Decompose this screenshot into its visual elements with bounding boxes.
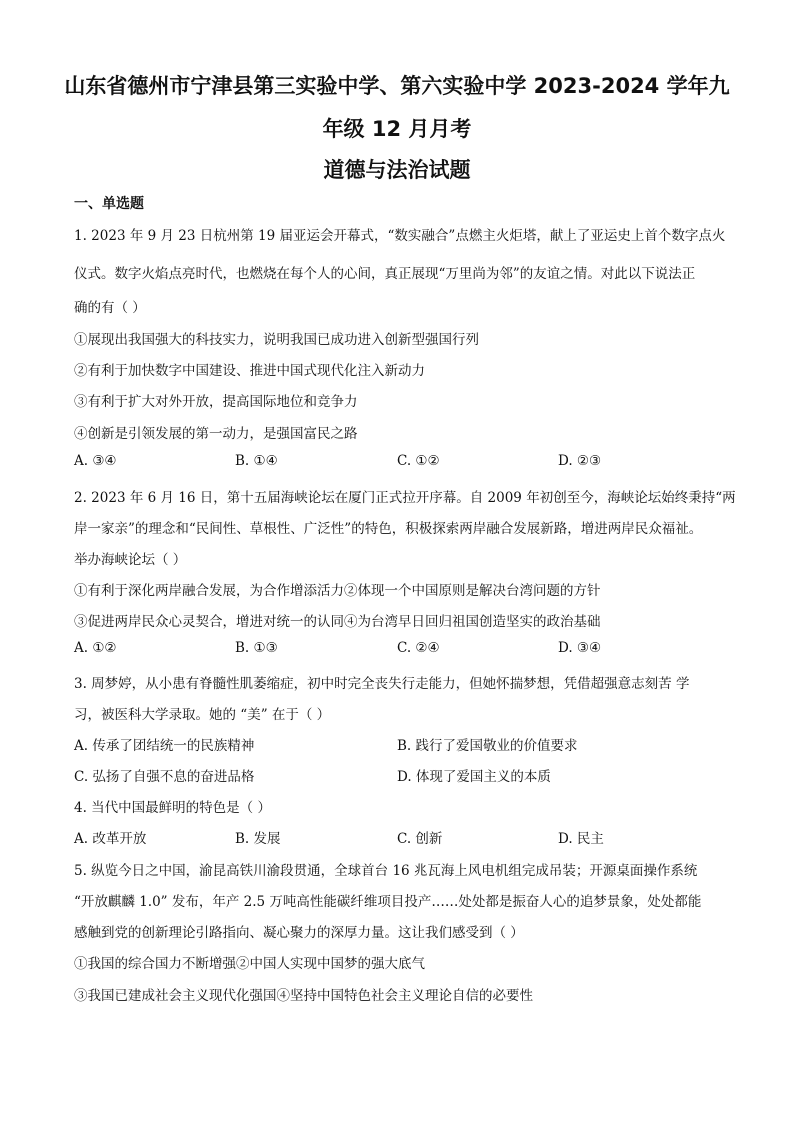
q1-option-d[interactable]: D. ②③	[558, 453, 602, 469]
q1-statement-1: ①展现出我国强大的科技实力，说明我国已成功进入创新型强国行列	[74, 332, 479, 348]
q3-line1: 3. 周梦婷，从小患有脊髓性肌萎缩症，初中时完全丧失行走能力，但她怀揣梦想，凭借超强意志刻苦 学	[74, 676, 690, 692]
q4-option-a[interactable]: A. 改革开放	[74, 831, 147, 847]
q5-line2: “开放麒麟 1.0” 发布，年产 2.5 万吨高性能碳纤维项目投产……处处都是振奋人心的追梦景象，处处都能	[74, 894, 702, 910]
q2-option-a[interactable]: A. ①②	[74, 640, 117, 656]
q2-option-b[interactable]: B. ①③	[235, 640, 278, 656]
q3-option-d[interactable]: D. 体现了爱国主义的本质	[397, 769, 551, 785]
exam-title-line1: 山东省德州市宁津县第三实验中学、第六实验中学 2023-2024 学年九	[64, 74, 730, 98]
q2-line3: 举办海峡论坛（ ）	[74, 552, 187, 568]
q1-option-c[interactable]: C. ①②	[397, 453, 440, 469]
q1-line2: 仪式。数字火焰点亮时代，也燃烧在每个人的心间，真正展现“万里尚为邻”的友谊之情。对此以下说法正	[74, 266, 696, 282]
q3-line2: 习，被医科大学录取。她的 “美” 在于（ ）	[74, 707, 331, 723]
exam-title-line2: 年级 12 月月考	[322, 117, 472, 141]
q2-option-d[interactable]: D. ③④	[558, 640, 602, 656]
q2-statement-2: ③促进两岸民众心灵契合，增进对统一的认同④为台湾早日回归祖国创造坚实的政治基础	[74, 614, 601, 630]
q1-statement-4: ④创新是引领发展的第一动力，是强国富民之路	[74, 426, 358, 442]
q3-option-a[interactable]: A. 传承了团结统一的民族精神	[74, 738, 255, 754]
q1-line1: 1. 2023 年 9 月 23 日杭州第 19 届亚运会开幕式，“数实融合”点燃主火炬塔，献上了亚运史上首个数字点火	[74, 228, 726, 244]
q5-line1: 5. 纵览今日之中国，渝昆高铁川渝段贯通，全球首台 16 兆瓦海上风电机组完成吊装；开源桌面操作系统	[74, 863, 698, 879]
section-heading: 一、单选题	[74, 196, 144, 212]
q5-line3: 感触到党的创新理论引路指向、凝心聚力的深厚力量。这让我们感受到（ ）	[74, 925, 524, 941]
q4-line1: 4. 当代中国最鲜明的特色是（ ）	[74, 800, 271, 816]
q3-option-b[interactable]: B. 践行了爱国敬业的价值要求	[397, 738, 578, 754]
q2-line2: 岸一家亲”的理念和“民间性、草根性、广泛性”的特色，积极探索两岸融合发展新路，增进两岸民众福祉。	[74, 521, 703, 537]
q1-statement-3: ③有利于扩大对外开放，提高国际地位和竞争力	[74, 394, 358, 410]
q3-option-c[interactable]: C. 弘扬了自强不息的奋进品格	[74, 769, 255, 785]
q1-statement-2: ②有利于加快数字中国建设、推进中国式现代化注入新动力	[74, 363, 425, 379]
exam-subject-title: 道德与法治试题	[323, 158, 471, 182]
q4-option-c[interactable]: C. 创新	[397, 831, 443, 847]
q4-option-d[interactable]: D. 民主	[558, 831, 604, 847]
q1-option-b[interactable]: B. ①④	[235, 453, 278, 469]
q5-statement-1: ①我国的综合国力不断增强②中国人实现中国梦的强大底气	[74, 956, 425, 972]
q5-statement-2: ③我国已建成社会主义现代化强国④坚持中国特色社会主义理论自信的必要性	[74, 988, 533, 1004]
q2-line1: 2. 2023 年 6 月 16 日，第十五届海峡论坛在厦门正式拉开序幕。自 2009 年初创至今，海峡论坛始终秉持“两	[74, 490, 736, 506]
q2-statement-1: ①有利于深化两岸融合发展，为合作增添活力②体现一个中国原则是解决台湾问题的方针	[74, 583, 601, 599]
q4-option-b[interactable]: B. 发展	[235, 831, 281, 847]
q1-option-a[interactable]: A. ③④	[74, 453, 117, 469]
q1-line3: 确的有（ ）	[74, 300, 146, 316]
q2-option-c[interactable]: C. ②④	[397, 640, 440, 656]
